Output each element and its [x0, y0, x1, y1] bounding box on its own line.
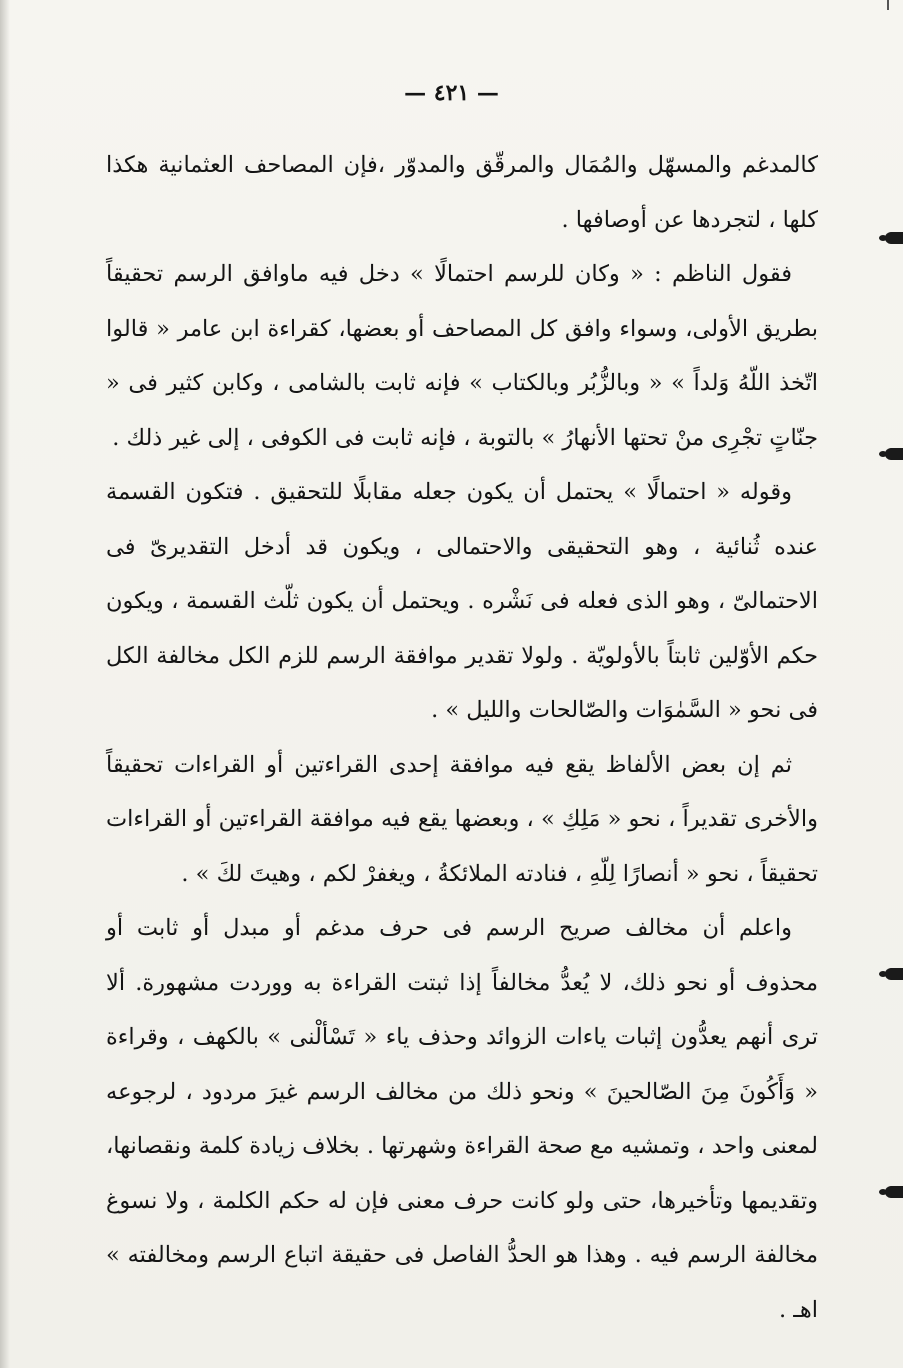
- margin-binding-mark: [885, 232, 903, 244]
- body-text: [106, 138, 818, 1337]
- paragraph-5: واعلم أن مخالف صريح الرسم فى حرف مدغم أو مبدل أو ثابت أو محذوف أو نحو ذلك، لا يُعدُّ مخالفاً إذا ثبتت القراءة به ووردت مشهورة. ألا ترى أنهم يعدُّون إثبات ياءات الزوائد وحذف ياء « تَسْألْنى » بالكهف ، وقراءة « وَأَكُونَ مِنَ الصّالحينَ » ونحو ذلك من مخالف الرسم غيرَ مردود ، لرجوعه لمعنى واحد ، وتمشيه مع صحة القراءة وشهرتها . بخلاف زيادة كلمة ونقصانها، وتقديمها وتأخيرها، حتى ولو كانت حرف معنى فإن له حكم الكلمة ، ولا نسوغ مخالفة الرسم فيه . وهذا هو الحدُّ الفاصل فى حقيقة اتباع الرسم ومخالفته » اهـ .: [106, 915, 818, 1323]
- corner-scan-mark: [887, 0, 889, 10]
- margin-binding-mark: [885, 448, 903, 460]
- page-edge-shadow: [0, 0, 10, 1368]
- margin-binding-mark: [885, 1186, 903, 1198]
- margin-binding-mark: [885, 968, 903, 980]
- paragraph-2: فقول الناظم : « وكان للرسم احتمالًا » دخل فيه ماوافق الرسم تحقيقاً بطريق الأولى، وسواء وافق كل المصاحف أو بعضها، كقراءة ابن عامر « قالوا اتّخذ اللّهُ وَلداً » « وبالزُّبُر وبالكتاب » فإنه ثابت بالشامى ، وكابن كثير فى « جنّاتٍ تجْرِى منْ تحتها الأنهارُ » بالتوبة ، فإنه ثابت فى الكوفى ، إلى غير ذلك .: [106, 261, 818, 451]
- paragraph-3: وقوله « احتمالًا » يحتمل أن يكون جعله مقابلًا للتحقيق . فتكون القسمة عنده ثُنائية ، وهو التحقيقى والاحتمالى ، ويكون قد أدخل التقديرىّ فى الاحتمالىّ ، وهو الذى فعله فى نَشْره . ويحتمل أن يكون ثلّث القسمة ، ويكون حكم الأوّلين ثابتاً بالأولويّة . ولولا تقدير موافقة الرسم للزم الكل مخالفة الكل فى نحو « السَّمٰوَات والصّالحات والليل » .: [106, 479, 818, 723]
- paragraph-1: كالمدغم والمسهّل والمُمَال والمرقّق والمدوّر ،فإن المصاحف العثمانية هكذا كلها ، لتجردها عن أوصافها .: [106, 152, 818, 233]
- paragraph-4: ثم إن بعض الألفاظ يقع فيه موافقة إحدى القراءتين أو القراءات تحقيقاً والأخرى تقديراً ، نحو « مَلِكِ » ، وبعضها يقع فيه موافقة القراءتين أو القراءات تحقيقاً ، نحو « أنصارًا لِلّهِ ، فنادته الملائكةُ ، ويغفرْ لكم ، وهيتَ لكَ » .: [106, 751, 818, 887]
- page-number: — ٤٢١ —: [404, 80, 499, 106]
